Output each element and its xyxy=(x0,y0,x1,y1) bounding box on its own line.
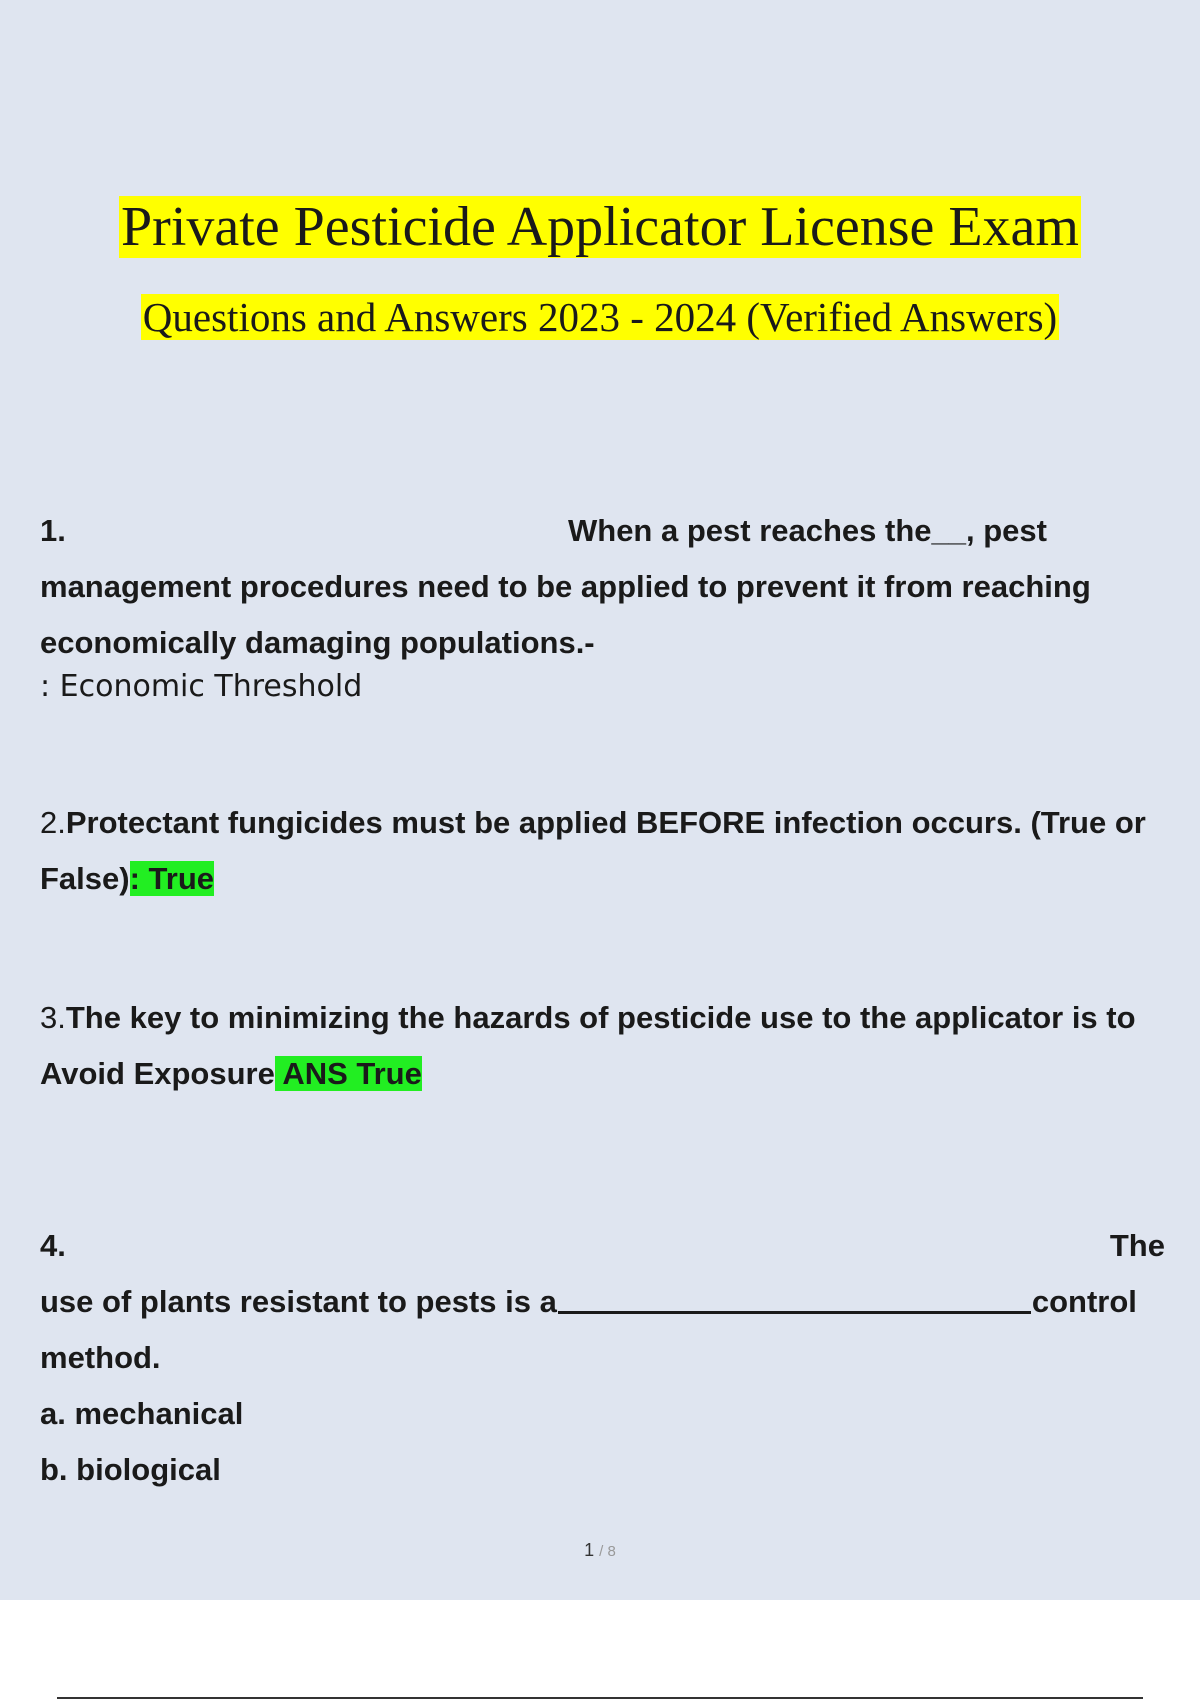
question-1 xyxy=(40,503,1165,709)
document-subtitle-block xyxy=(0,292,1200,342)
question-4 xyxy=(40,1218,1165,1498)
document-subtitle: Questions and Answers 2023 - 2024 (Verified Answers) xyxy=(142,294,1058,340)
answer-highlight: : True xyxy=(129,861,215,896)
question-answer: : Economic Threshold xyxy=(40,669,363,704)
question-text: Protectant fungicides must be applied BEFORE infection occurs. (True or False) xyxy=(40,805,1146,896)
question-2 xyxy=(40,795,1165,907)
question-number: 1. xyxy=(40,513,66,548)
question-text: use of plants resistant to pests is a xyxy=(40,1284,557,1319)
question-text: control xyxy=(1031,1284,1137,1319)
question-text: management procedures need to be applied to prevent it from reaching xyxy=(40,569,1091,604)
page-current: 1 xyxy=(584,1540,595,1560)
document-title: Private Pesticide Applicator License Exam xyxy=(121,196,1079,258)
document-title-block xyxy=(0,195,1200,259)
answer-option: a. mechanical xyxy=(40,1396,244,1431)
question-text: The key to minimizing the hazards of pesticide use to the applicator is to Avoid Exposure xyxy=(40,1000,1136,1091)
question-text-line xyxy=(40,1274,1165,1330)
answer-highlight: ANS True xyxy=(274,1056,422,1091)
question-text: economically damaging populations.- xyxy=(40,625,595,660)
answer-blank xyxy=(558,1287,1031,1314)
question-number: 3. xyxy=(40,1000,66,1035)
page-total: / 8 xyxy=(599,1543,616,1560)
question-text: method. xyxy=(40,1340,161,1375)
question-text: The xyxy=(1109,1228,1165,1263)
question-number: 2. xyxy=(40,805,66,840)
question-3 xyxy=(40,990,1165,1102)
page-indicator xyxy=(0,1540,1200,1561)
answer-option: b. biological xyxy=(40,1452,221,1487)
question-text: When a pest reaches the__, pest xyxy=(568,513,1047,548)
next-page-rule xyxy=(57,1697,1143,1699)
question-number: 4. xyxy=(40,1228,66,1263)
